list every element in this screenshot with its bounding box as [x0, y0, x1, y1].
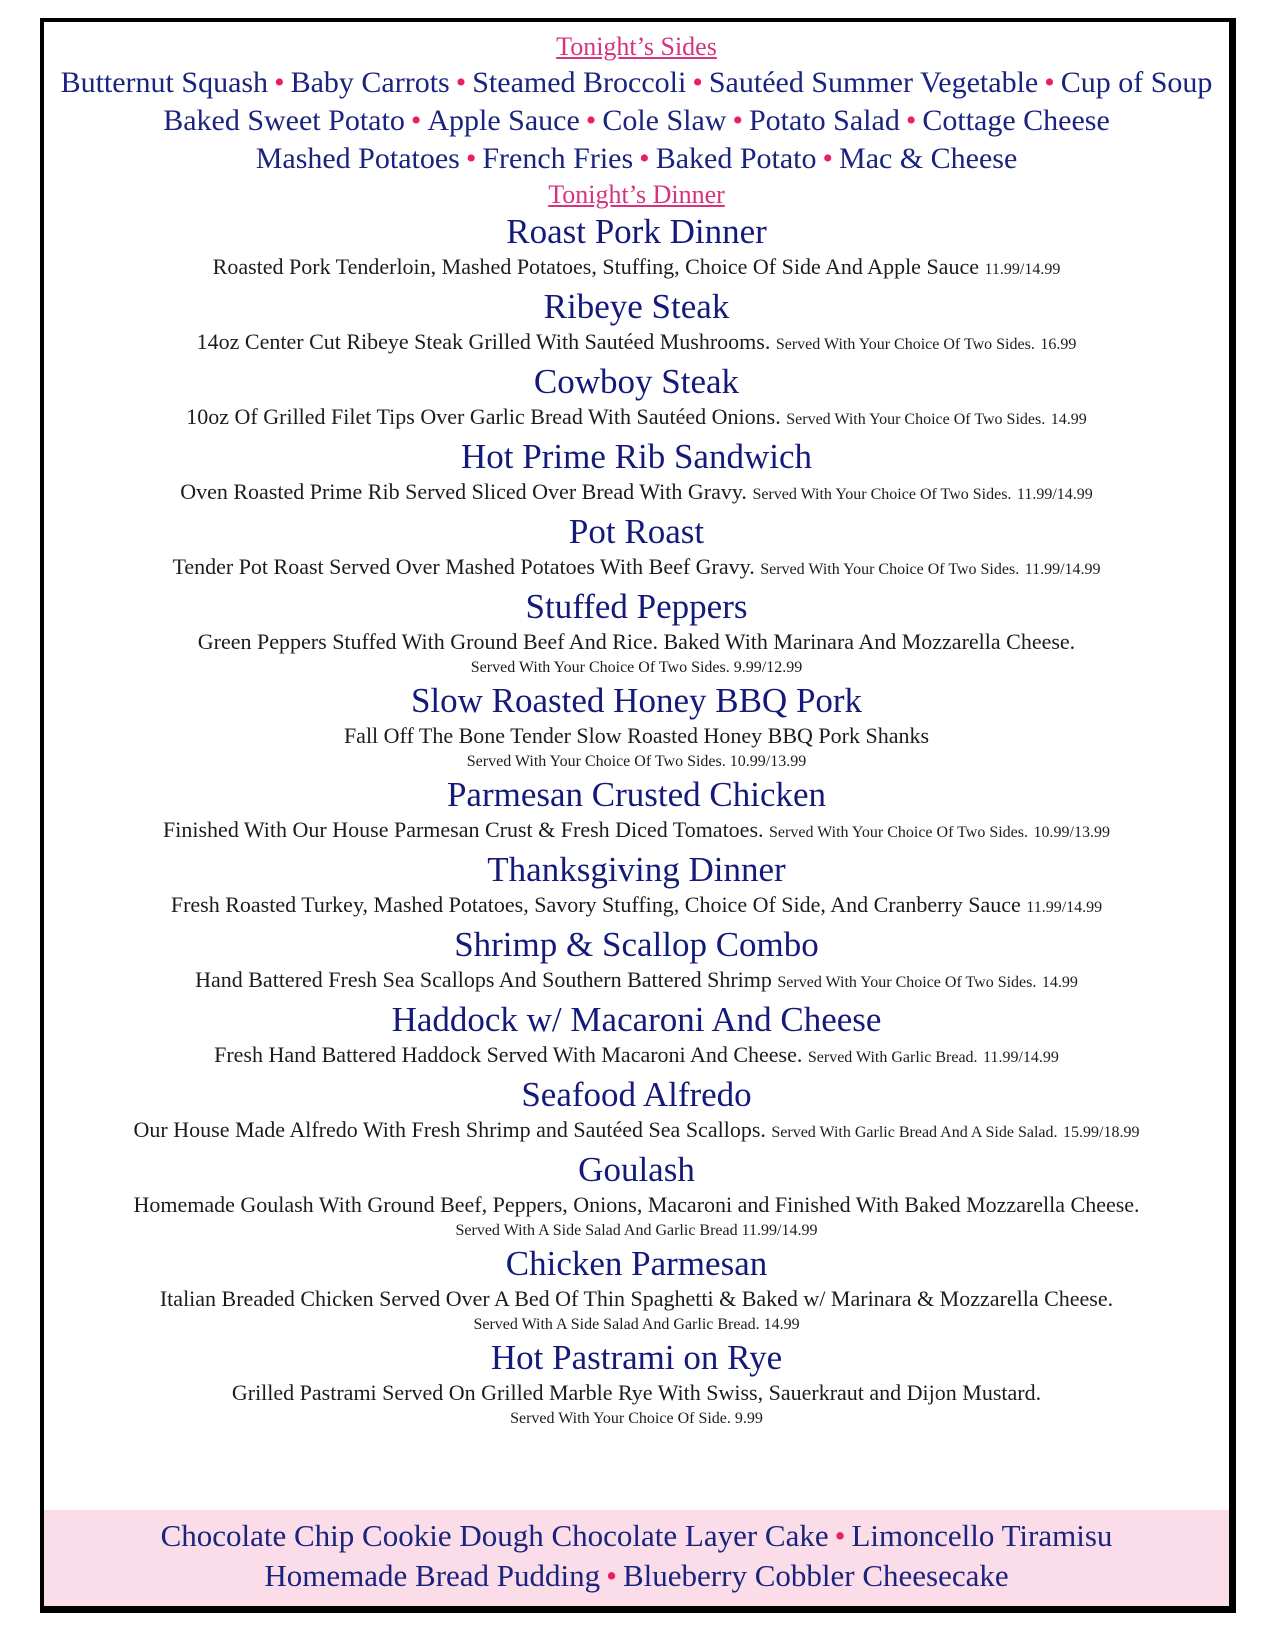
dinner-item-description: [44, 890, 1229, 923]
bullet-separator: •: [465, 142, 477, 175]
dinner-item-desc-text: Tender Pot Roast Served Over Mashed Potatoes With Beef Gravy.: [172, 554, 755, 579]
sides-line: [44, 64, 1229, 102]
dinner-item-served-with: Served With Your Choice Of Two Sides.: [775, 336, 1035, 353]
dinner-item-description: [44, 477, 1229, 510]
side-item: Baked Potato: [655, 142, 817, 175]
bullet-separator: •: [905, 104, 917, 137]
side-item: Sautéed Summer Vegetable: [708, 66, 1039, 99]
dinner-item-desc-text: Our House Made Alfredo With Fresh Shrimp and Sautéed Sea Scallops.: [133, 1117, 766, 1142]
dinner-item-description: [44, 402, 1229, 435]
dinner-item: [44, 287, 1229, 360]
dinner-item: [44, 1075, 1229, 1148]
dinner-item: [44, 925, 1229, 998]
dinner-item-served-line: Served With Your Choice Of Side. 9.99: [510, 1410, 763, 1427]
dinner-item-description: [44, 721, 1229, 751]
side-item: Mac & Cheese: [839, 142, 1018, 175]
dinner-item-name: Parmesan Crusted Chicken: [446, 775, 827, 814]
bullet-separator: •: [822, 142, 834, 175]
dinner-item: [44, 1150, 1229, 1242]
dinner-item-served-with: Served With Your Choice Of Two Sides.: [777, 974, 1037, 991]
dinner-item-price: 11.99/14.99: [984, 261, 1061, 278]
dinner-item-price: 11.99/14.99: [983, 1049, 1059, 1066]
dinner-item-desc-text: Fresh Roasted Turkey, Mashed Potatoes, Savory Stuffing, Choice Of Side, And Cranberry Sauce: [170, 892, 1021, 917]
dinner-item-description: [44, 815, 1229, 848]
dinner-item-served-with: Served With Your Choice Of Two Sides.: [760, 561, 1020, 578]
dinner-item-desc-text: Fall Off The Bone Tender Slow Roasted Honey BBQ Pork Shanks: [343, 723, 930, 748]
side-item: Apple Sauce: [427, 104, 580, 137]
dinner-item-price: 15.99/18.99: [1063, 1124, 1140, 1141]
bullet-separator: •: [732, 104, 743, 137]
dinner-item-served-line: Served With Your Choice Of Two Sides. 9.99/12.99: [470, 659, 803, 676]
dinner-item: [44, 437, 1229, 510]
side-item: Butternut Squash: [60, 66, 269, 99]
bullet-separator: •: [585, 104, 597, 137]
dinner-item-desc-text: Oven Roasted Prime Rib Served Sliced Over Bread With Gravy.: [180, 479, 747, 504]
dessert-item: Limoncello Tiramisu: [851, 1518, 1113, 1553]
dinner-item-description: [44, 327, 1229, 360]
dinner-item-price: 11.99/14.99: [1026, 899, 1103, 916]
dinner-item-price: 11.99/14.99: [1016, 486, 1093, 503]
side-item: Potato Salad: [749, 104, 900, 137]
dinner-item-served-with: Served With Your Choice Of Two Sides.: [769, 824, 1028, 841]
dinner-item-served-line: Served With Your Choice Of Two Sides. 10.99/13.99: [466, 753, 807, 770]
dessert-item: Homemade Bread Pudding: [264, 1558, 601, 1593]
menu-frame: [40, 18, 1236, 1613]
dinner-item-desc-text: 14oz Center Cut Ribeye Steak Grilled With Sautéed Mushrooms.: [196, 329, 771, 354]
dinner-item-desc-text: Grilled Pastrami Served On Grilled Marble Rye With Swiss, Sauerkraut and Dijon Mustard.: [231, 1380, 1042, 1405]
dinner-item: [44, 1000, 1229, 1073]
bullet-separator: •: [606, 1558, 617, 1593]
dinner-item: [44, 212, 1229, 285]
desserts-panel: [44, 1510, 1229, 1606]
dinner-item-name: Shrimp & Scallop Combo: [454, 925, 819, 964]
sides-line: [44, 140, 1229, 178]
dinner-item-name: Pot Roast: [568, 512, 705, 551]
dinner-item: [44, 850, 1229, 923]
dinner-item-description: [44, 1040, 1229, 1073]
dinner-item-name: Thanksgiving Dinner: [487, 850, 786, 889]
side-item: Mashed Potatoes: [255, 142, 460, 175]
bullet-separator: •: [274, 66, 285, 99]
dinner-item-price: 11.99/14.99: [1024, 561, 1101, 578]
dinner-item-desc-text: Fresh Hand Battered Haddock Served With Macaroni And Cheese.: [214, 1042, 803, 1067]
bullet-separator: •: [692, 66, 703, 99]
dinner-item-name: Roast Pork Dinner: [506, 212, 767, 251]
dinner-item-name: Haddock w/ Macaroni And Cheese: [391, 1000, 882, 1039]
dinner-item-description: [44, 252, 1229, 285]
side-item: Baby Carrots: [290, 66, 450, 99]
bullet-separator: •: [639, 142, 650, 175]
dinner-item-desc-text: 10oz Of Grilled Filet Tips Over Garlic Bread With Sautéed Onions.: [186, 404, 781, 429]
dinner-item-price: 16.99: [1040, 336, 1077, 353]
dinner-item-served-with: Served With Garlic Bread And A Side Salad.: [771, 1124, 1058, 1141]
menu-content: [44, 22, 1229, 1430]
dessert-line: [44, 1556, 1229, 1596]
dinner-item-served-with: Served With Garlic Bread.: [807, 1049, 978, 1066]
bullet-separator: •: [410, 104, 422, 137]
bullet-separator: •: [834, 1518, 846, 1553]
dinner-item-served-with: Served With Your Choice Of Two Sides.: [786, 411, 1046, 428]
side-item: Cole Slaw: [602, 104, 727, 137]
side-item: Cottage Cheese: [922, 104, 1110, 137]
dinner-item-name: Hot Prime Rib Sandwich: [461, 437, 812, 476]
dinner-item-served-with: Served With Your Choice Of Two Sides.: [752, 486, 1012, 503]
dinner-item-description: [44, 965, 1229, 998]
dinner-item-name: Stuffed Peppers: [525, 587, 748, 626]
dinner-item-description: [44, 627, 1229, 657]
dinner-item-price: 14.99: [1050, 411, 1087, 428]
dinner-item-price: 10.99/13.99: [1033, 824, 1110, 841]
dinner-item: [44, 775, 1229, 848]
dinner-item-desc-text: Green Peppers Stuffed With Ground Beef And Rice. Baked With Marinara And Mozzarella Cheese.: [197, 629, 1076, 654]
side-item: Baked Sweet Potato: [163, 104, 405, 137]
dinner-item-name: Slow Roasted Honey BBQ Pork: [410, 681, 863, 720]
dinner-item-desc-text: Italian Breaded Chicken Served Over A Bed Of Thin Spaghetti & Baked w/ Marinara & Mozzarella Cheese.: [159, 1286, 1114, 1311]
sides-title: Tonight’s Sides: [556, 32, 717, 61]
dinner-item: [44, 1338, 1229, 1430]
dinner-item-price: 14.99: [1041, 974, 1078, 991]
dinner-item-desc-text: Homemade Goulash With Ground Beef, Peppers, Onions, Macaroni and Finished With Baked Mozzarella Cheese.: [133, 1192, 1140, 1217]
dessert-item: Chocolate Chip Cookie Dough Chocolate Layer Cake: [160, 1518, 829, 1553]
dinner-item-desc-text: Hand Battered Fresh Sea Scallops And Southern Battered Shrimp: [195, 967, 772, 992]
bullet-separator: •: [455, 66, 467, 99]
dinner-item: [44, 362, 1229, 435]
side-item: French Fries: [482, 142, 634, 175]
dinner-item: [44, 512, 1229, 585]
dessert-line: [44, 1516, 1229, 1556]
side-item: Steamed Broccoli: [472, 66, 687, 99]
dinner-item-name: Hot Pastrami on Rye: [490, 1338, 783, 1377]
dinner-item-description: [44, 552, 1229, 585]
dinner-item-description: [44, 1284, 1229, 1314]
dinner-item-description: [44, 1115, 1229, 1148]
bullet-separator: •: [1044, 66, 1055, 99]
dinner-item-name: Goulash: [578, 1150, 695, 1189]
dinner-item-name: Ribeye Steak: [543, 287, 730, 326]
dessert-item: Blueberry Cobbler Cheesecake: [623, 1558, 1009, 1593]
dinner-item: [44, 587, 1229, 679]
dinner-item-description: [44, 1378, 1229, 1408]
sides-line: [44, 102, 1229, 140]
dinner-item-description: [44, 1190, 1229, 1220]
dinner-item-served-line: Served With A Side Salad And Garlic Bread. 14.99: [473, 1316, 800, 1333]
dinner-item-name: Seafood Alfredo: [521, 1075, 752, 1114]
dinner-item-served-line: Served With A Side Salad And Garlic Bread 11.99/14.99: [455, 1222, 818, 1239]
dinner-title: Tonight’s Dinner: [548, 180, 725, 209]
dinner-item-name: Cowboy Steak: [533, 362, 740, 401]
side-item: Cup of Soup: [1060, 66, 1213, 99]
dinner-item-name: Chicken Parmesan: [505, 1244, 768, 1283]
dinner-item: [44, 681, 1229, 773]
sides-list: [44, 64, 1229, 178]
dinner-item-desc-text: Roasted Pork Tenderloin, Mashed Potatoes, Stuffing, Choice Of Side And Apple Sauce: [212, 254, 979, 279]
dinner-item-desc-text: Finished With Our House Parmesan Crust & Fresh Diced Tomatoes.: [163, 817, 764, 842]
dinner-item: [44, 1244, 1229, 1336]
dinner-list: [44, 212, 1229, 1430]
